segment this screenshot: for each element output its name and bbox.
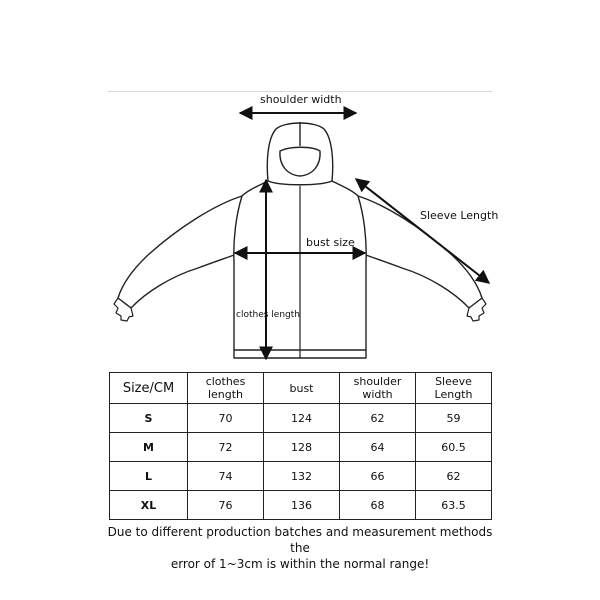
size-cell: L [110, 462, 188, 491]
table-cell: 64 [340, 433, 416, 462]
table-cell: 68 [340, 491, 416, 520]
table-row [110, 433, 492, 462]
table-cell: 59 [416, 404, 492, 433]
size-table [109, 372, 492, 520]
header-clothes-length: clothes length [188, 373, 264, 404]
table-row [110, 491, 492, 520]
face-opening [280, 147, 320, 176]
table-cell: 124 [264, 404, 340, 433]
sleeve-length-arrow [356, 179, 489, 283]
clothes-length-label: clothes length [236, 310, 300, 320]
header-sleeve-length: Sleeve Length [416, 373, 492, 404]
note-line: error of 1~3cm is within the normal range! [170, 557, 430, 571]
table-cell: 66 [340, 462, 416, 491]
table-cell: 136 [264, 491, 340, 520]
header-shoulder-width: shoulder width [340, 373, 416, 404]
table-row [110, 404, 492, 433]
shoulder-width-label: shoulder width [260, 93, 342, 106]
table-cell: 72 [188, 433, 264, 462]
table-cell: 62 [340, 404, 416, 433]
table-cell: 128 [264, 433, 340, 462]
table-cell: 132 [264, 462, 340, 491]
table-cell: 74 [188, 462, 264, 491]
left-sleeve [118, 196, 242, 308]
note-line: Due to different production batches and measurement methods the [107, 525, 493, 555]
bust-size-label: bust size [306, 236, 355, 249]
tolerance-note [100, 524, 500, 572]
sleeve-length-label: Sleeve Length [420, 209, 499, 222]
table-cell: 70 [188, 404, 264, 433]
header-size: Size/CM [110, 373, 188, 404]
table-cell: 63.5 [416, 491, 492, 520]
table-cell: 76 [188, 491, 264, 520]
measurement-arrows [235, 113, 489, 359]
size-cell: S [110, 404, 188, 433]
table-row [110, 462, 492, 491]
hoodie-outline [114, 122, 486, 358]
size-cell: M [110, 433, 188, 462]
size-cell: XL [110, 491, 188, 520]
header-bust: bust [264, 373, 340, 404]
table-cell: 60.5 [416, 433, 492, 462]
table-header-row [110, 373, 492, 404]
table-cell: 62 [416, 462, 492, 491]
